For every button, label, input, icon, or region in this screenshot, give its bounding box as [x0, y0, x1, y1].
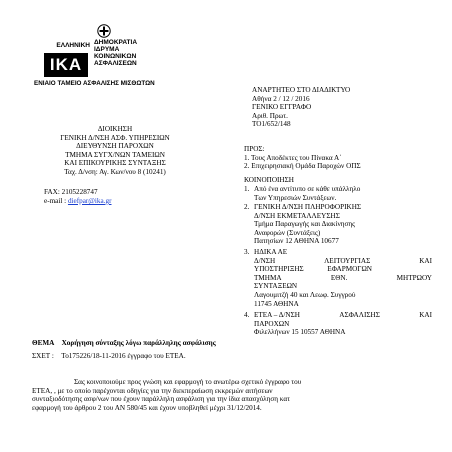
cc-item-4 [244, 311, 432, 337]
sender-email-line [44, 197, 112, 206]
ika-logo [34, 24, 155, 119]
cc-num-4: 4. [244, 311, 250, 319]
logo-text-right-top [94, 39, 164, 53]
protocol-number: ΤΟ1/652/148 [252, 120, 291, 129]
sender-line-1: ΔΙΟΙΚΗΣΗ [97, 125, 133, 133]
cc-item-3-line-4c: ΜΗΤΡΩΟΥ [396, 273, 432, 282]
doc-type: ΓΕΝΙΚΟ ΕΓΓΡΑΦΟ [252, 103, 312, 112]
email-link[interactable]: diefpar@ika.gr [67, 197, 112, 205]
cc-item-3-line-2c: ΚΑΙ [419, 256, 432, 265]
cc-item-3-line-5: ΣΥΝΤΑΞΕΩΝ [254, 282, 298, 291]
reference-label: ΣΧΕΤ : [32, 352, 54, 360]
cc-item-2 [244, 203, 432, 246]
logo-etam: ΕΝΙΑΙΟ ΤΑΜΕΙΟ ΑΣΦΑΛΙΣΗΣ ΜΙΣΘΩΤΩΝ [34, 80, 155, 87]
cc-item-4-line-1b: ΑΣΦΑΛΙΣΗΣ [339, 311, 380, 319]
cc-num-3: 3. [244, 248, 250, 256]
cc-item-4-line-1c: ΚΑΙ [419, 311, 432, 319]
cc-heading: ΚΟΙΝΟΠΟΙΗΣΗ [244, 176, 294, 184]
cc-item-3-line-1: ΗΔΙΚΑ ΑΕ [254, 248, 288, 256]
cc-item-3-line-3b: ΕΦΑΡΜΟΓΩΝ [327, 265, 372, 274]
body-line-4: εφαρμογή του άρθρου 2 του ΑΝ 580/45 και έχουν υποβληθεί μέχρι 31/12/2014. [32, 403, 262, 412]
cc-item-3-line-6: Λαγουμιτζή 40 και Λεωφ. Συγγρού [254, 290, 356, 299]
logo-idryma: ΙΔΡΥΜΑ [94, 46, 120, 53]
cc-item-3-line-7: 11745 ΑΘΗΝΑ [254, 299, 299, 308]
to-block [244, 145, 361, 171]
cc-item-1 [244, 185, 432, 202]
subject-text: Χορήγηση σύνταξης λόγω παράλληλης ασφάλισης [61, 339, 216, 347]
sender-line-4: ΤΜΗΜΑ ΣΥΓΧ/ΝΩΝ ΤΑΜΕΙΩΝ [65, 150, 165, 159]
email-label: e-mail : [44, 197, 68, 205]
logo-democracy: ΔΗΜΟΚΡΑΤΙΑ [94, 39, 138, 46]
sender-block [40, 125, 190, 177]
logo-text-left: ΕΛΛΗΝΙΚΗ [56, 42, 90, 49]
header-right-block [252, 86, 350, 129]
cc-item-4-line-2: ΠΑΡΟΧΩΝ [254, 319, 290, 328]
cc-item-1-line-2: Των Υπηρεσιών Συντάξεων. [254, 193, 337, 202]
cc-item-4-line-3: Φιλελλήνων 15 10557 ΑΘΗΝΑ [254, 328, 346, 337]
cc-item-3 [244, 248, 432, 308]
ika-brand-box: ΙΚΑ [44, 53, 88, 77]
cc-item-2-line-3: Τμήμα Παραγωγής και Διακίνησης [254, 220, 355, 229]
body-line-1: Σας κοινοποιούμε προς γνώση και εφαρμογή το ανωτέρω σχετικό έγγραφο του [74, 378, 302, 386]
doc-date: Αθήνα 2 / 12 / 2016 [252, 94, 310, 103]
posted-note: ΑΝΑΡΤΗΤΕΟ ΣΤΟ ΔΙΑΔΙΚΤΥΟ [252, 86, 351, 94]
greek-emblem-icon [97, 24, 111, 38]
cc-item-1-line-1: Από ένα αντίτυπο σε κάθε υπάλληλο [254, 185, 361, 193]
sender-line-3: ΔΙΕΥΘΥΝΣΗ ΠΑΡΟΧΩΝ [76, 142, 154, 151]
body-line-2: ΕΤΕΑ, , με το οποίο παρέχονται οδηγίες για την διεκπεραίωση εκκρεμών αιτήσεων [32, 386, 273, 395]
sender-line-5: ΚΑΙ ΕΠΙΚΟΥΡΙΚΗΣ ΣΥΝΤΑΞΗΣ [64, 159, 166, 168]
to-item-1: 1. Τους Αποδέκτες του Πίνακα Α΄ [244, 153, 342, 162]
cc-num-1: 1. [244, 185, 250, 193]
cc-item-2-line-1: ΓΕΝΙΚΗ Δ/ΝΣΗ ΠΛΗΡΟΦΟΡΙΚΗΣ [254, 203, 362, 211]
cc-item-2-line-4: Αναφορών (Συντάξεις) [254, 228, 321, 237]
sender-fax: FAX: 2105228747 [44, 188, 98, 196]
body-paragraph [32, 378, 420, 412]
cc-item-3-line-2a: Δ/ΝΣΗ [254, 256, 276, 265]
subject-label: ΘΕΜΑ [32, 339, 54, 347]
logo-koinonikon: ΚΟΙΝΩΝΙΚΩΝ [94, 53, 137, 60]
to-item-2: 2. Επιχειρησιακή Ομάδα Παροχών ΟΠΣ [244, 162, 361, 171]
sender-address: Ταχ. Δ/νση: Αγ. Κων/νου 8 (10241) [64, 167, 166, 176]
subject-line [32, 339, 216, 348]
body-line-3: συνταξιοδότησης ασφ/νων που έχουν παράλληλη ασφάλιση για την ίδια απασχόληση κατ [32, 395, 290, 404]
logo-text-right-bottom [94, 53, 137, 67]
cc-item-4-line-1a: ΕΤΕΑ – Δ/ΝΣΗ [254, 311, 300, 319]
sender-line-2: ΓΕΝΙΚΗ Δ/ΝΣΗ ΑΣΦ. ΥΠΗΡΕΣΙΩΝ [60, 133, 170, 142]
cc-item-3-line-4b: ΕΘΝ. [330, 273, 348, 282]
to-heading: ΠΡΟΣ: [244, 145, 265, 153]
reference-line [32, 352, 186, 361]
cc-item-2-line-2: Δ/ΝΣΗ ΕΚΜΕΤΑΛΛΕΥΣΗΣ [254, 211, 340, 220]
cc-item-3-line-2b: ΛΕΙΤΟΥΡΓΙΑΣ [324, 256, 371, 265]
protocol-label: Αριθ. Πρωτ. [252, 111, 288, 120]
cc-item-3-line-4a: ΤΜΗΜΑ [254, 273, 282, 282]
logo-asfaliseon: ΑΣΦΑΛΙΣΕΩΝ [94, 60, 137, 67]
cc-item-2-line-5: Πατησίων 12 ΑΘΗΝΑ 10677 [254, 237, 339, 246]
cc-item-3-line-3a: ΥΠΟΣΤΗΡΙΞΗΣ [254, 265, 304, 274]
reference-text: Το175226/18-11-2016 έγγραφο του ΕΤΕΑ. [61, 352, 186, 360]
cc-num-2: 2. [244, 203, 250, 211]
